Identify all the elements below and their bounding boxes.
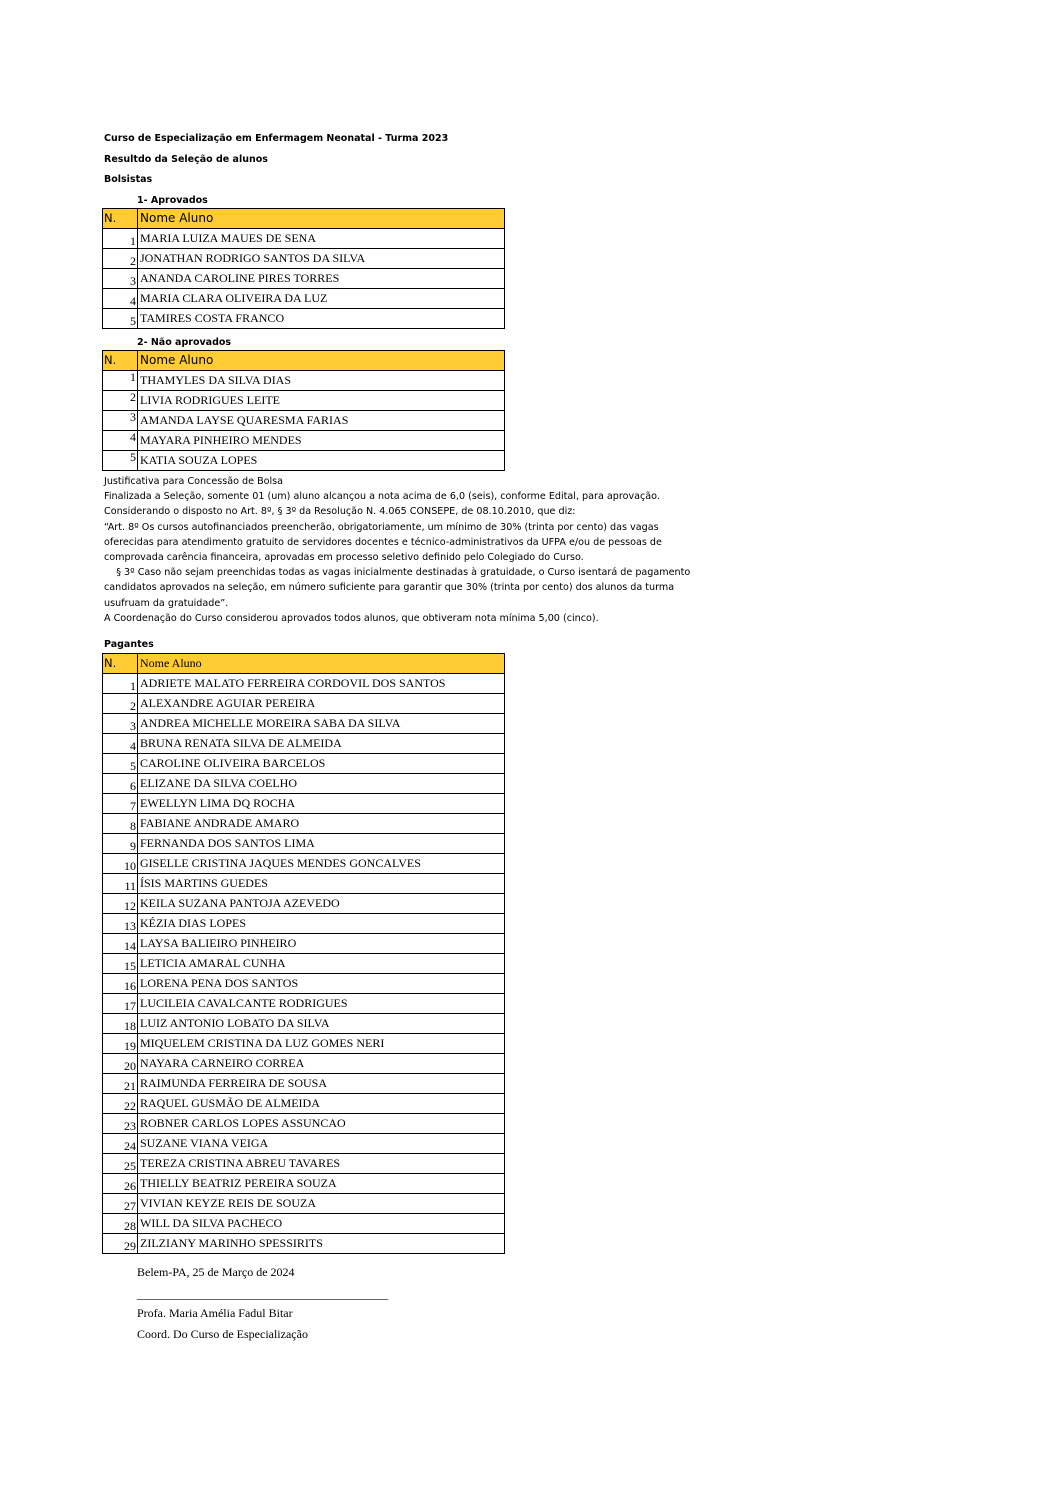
document-subtitle: Resultdo da Seleção de alunos [104, 154, 268, 165]
table-row [103, 269, 505, 289]
table-header-row [103, 654, 505, 674]
student-name: TEREZA CRISTINA ABREU TAVARES [138, 1154, 505, 1174]
justificativa-line: comprovada carência financeira, aprovadas em processo seletivo definido pelo Colegiado do Curso. [104, 552, 584, 564]
row-number [103, 974, 138, 994]
table-row [103, 1054, 505, 1074]
row-number [103, 1194, 138, 1214]
student-name: LUCILEIA CAVALCANTE RODRIGUES [138, 994, 505, 1014]
table-row [103, 249, 505, 269]
table-row [103, 874, 505, 894]
row-number-text: 3 [130, 410, 136, 424]
student-name: MAYARA PINHEIRO MENDES [138, 431, 505, 451]
row-number [103, 934, 138, 954]
row-number-text: 15 [124, 959, 136, 973]
student-name: LAYSA BALIEIRO PINHEIRO [138, 934, 505, 954]
row-number [103, 694, 138, 714]
table-row [103, 1194, 505, 1214]
student-name: CAROLINE OLIVEIRA BARCELOS [138, 754, 505, 774]
row-number-text: 3 [130, 274, 136, 288]
row-number-text: 27 [124, 1199, 136, 1213]
row-number [103, 269, 138, 289]
row-number [103, 754, 138, 774]
row-number [103, 674, 138, 694]
row-number [103, 1094, 138, 1114]
table-row [103, 754, 505, 774]
table-row [103, 894, 505, 914]
row-number [103, 794, 138, 814]
row-number [103, 229, 138, 249]
student-name: ROBNER CARLOS LOPES ASSUNCAO [138, 1114, 505, 1134]
table-pagantes [102, 653, 505, 1254]
row-number-text: 20 [124, 1059, 136, 1073]
student-name: THAMYLES DA SILVA DIAS [138, 371, 505, 391]
student-name: FABIANE ANDRADE AMARO [138, 814, 505, 834]
justificativa-line: Justificativa para Concessão de Bolsa [104, 476, 284, 487]
row-number [103, 1154, 138, 1174]
row-number [103, 391, 138, 411]
row-number-text: 16 [124, 979, 136, 993]
row-number [103, 1074, 138, 1094]
row-number-text: 5 [130, 450, 136, 464]
place-date: Belem-PA, 25 de Março de 2024 [137, 1265, 295, 1279]
row-number-text: 28 [124, 1219, 136, 1233]
table-header-row [103, 209, 505, 229]
signatory-role: Coord. Do Curso de Especialização [137, 1327, 308, 1341]
row-number-text: 24 [124, 1139, 136, 1153]
section-nao-aprovados-label: 2- Não aprovados [137, 337, 232, 348]
row-number [103, 1054, 138, 1074]
column-header-n: N. [103, 654, 138, 674]
row-number-text: 18 [124, 1019, 136, 1033]
row-number-text: 2 [130, 699, 136, 713]
row-number-text: 1 [130, 679, 136, 693]
student-name: BRUNA RENATA SILVA DE ALMEIDA [138, 734, 505, 754]
table-row [103, 794, 505, 814]
row-number-text: 3 [130, 719, 136, 733]
student-name: WILL DA SILVA PACHECO [138, 1214, 505, 1234]
table-row [103, 854, 505, 874]
student-name: ADRIETE MALATO FERREIRA CORDOVIL DOS SANTOS [138, 674, 505, 694]
student-name: TAMIRES COSTA FRANCO [138, 309, 505, 329]
student-name: ANDREA MICHELLE MOREIRA SABA DA SILVA [138, 714, 505, 734]
table-row [103, 814, 505, 834]
table-row [103, 954, 505, 974]
student-name: NAYARA CARNEIRO CORREA [138, 1054, 505, 1074]
table-row [103, 1174, 505, 1194]
row-number-text: 19 [124, 1039, 136, 1053]
table-row [103, 694, 505, 714]
row-number [103, 1114, 138, 1134]
justificativa-line: oferecidas para atendimento gratuito de servidores docentes e técnico-administrativos da UFPA e/ou de pessoas de [104, 536, 662, 548]
student-name: AMANDA LAYSE QUARESMA FARIAS [138, 411, 505, 431]
row-number-text: 12 [124, 899, 136, 913]
row-number-text: 5 [130, 759, 136, 773]
row-number-text: 1 [130, 370, 136, 384]
column-header-n: N. [103, 209, 138, 229]
table-row [103, 934, 505, 954]
justificativa-line: § 3º Caso não sejam preenchidas todas as vagas inicialmente destinadas à gratuidade, o Curso isentará de pagamento [104, 567, 691, 579]
table-row [103, 714, 505, 734]
student-name: RAIMUNDA FERREIRA DE SOUSA [138, 1074, 505, 1094]
row-number [103, 411, 138, 431]
table-row [103, 289, 505, 309]
row-number [103, 309, 138, 329]
table-row [103, 1154, 505, 1174]
row-number-text: 17 [124, 999, 136, 1013]
student-name: JONATHAN RODRIGO SANTOS DA SILVA [138, 249, 505, 269]
table-row [103, 1214, 505, 1234]
student-name: GISELLE CRISTINA JAQUES MENDES GONCALVES [138, 854, 505, 874]
row-number-text: 4 [130, 294, 136, 308]
row-number [103, 431, 138, 451]
student-name: ZILZIANY MARINHO SPESSIRITS [138, 1234, 505, 1254]
row-number-text: 29 [124, 1239, 136, 1253]
row-number [103, 371, 138, 391]
table-row [103, 774, 505, 794]
row-number-text: 1 [130, 234, 136, 248]
document-title: Curso de Especialização em Enfermagem Neonatal - Turma 2023 [104, 133, 449, 144]
table-row [103, 391, 505, 411]
student-name: SUZANE VIANA VEIGA [138, 1134, 505, 1154]
row-number [103, 914, 138, 934]
row-number-text: 26 [124, 1179, 136, 1193]
student-name: LIVIA RODRIGUES LEITE [138, 391, 505, 411]
table-row [103, 229, 505, 249]
row-number-text: 9 [130, 839, 136, 853]
column-header-n: N. [103, 351, 138, 371]
table-row [103, 734, 505, 754]
student-name: LUIZ ANTONIO LOBATO DA SILVA [138, 1014, 505, 1034]
student-name: RAQUEL GUSMÃO DE ALMEIDA [138, 1094, 505, 1114]
row-number-text: 2 [130, 254, 136, 268]
student-name: ÍSIS MARTINS GUEDES [138, 874, 505, 894]
signature-line: ____________________________________________ [137, 1287, 388, 1301]
table-row [103, 1034, 505, 1054]
row-number-text: 22 [124, 1099, 136, 1113]
row-number [103, 1134, 138, 1154]
table-row [103, 1014, 505, 1034]
column-header-nome: Nome Aluno [138, 351, 505, 371]
row-number-text: 4 [130, 739, 136, 753]
table-aprovados [102, 208, 505, 329]
row-number [103, 714, 138, 734]
student-name: ALEXANDRE AGUIAR PEREIRA [138, 694, 505, 714]
table-row [103, 994, 505, 1014]
table-row [103, 1074, 505, 1094]
table-row [103, 974, 505, 994]
row-number [103, 874, 138, 894]
row-number-text: 13 [124, 919, 136, 933]
student-name: FERNANDA DOS SANTOS LIMA [138, 834, 505, 854]
row-number-text: 5 [130, 314, 136, 328]
row-number-text: 25 [124, 1159, 136, 1173]
row-number [103, 834, 138, 854]
row-number-text: 2 [130, 390, 136, 404]
column-header-nome: Nome Aluno [138, 209, 505, 229]
student-name: EWELLYN LIMA DQ ROCHA [138, 794, 505, 814]
table-row [103, 451, 505, 471]
row-number [103, 1234, 138, 1254]
table-row [103, 914, 505, 934]
justificativa-line: candidatos aprovados na seleção, em número suficiente para garantir que 30% (trinta por cento) dos alunos da turma [104, 582, 675, 594]
section-pagantes-label: Pagantes [104, 639, 154, 650]
table-row [103, 1114, 505, 1134]
table-row [103, 431, 505, 451]
table-row [103, 674, 505, 694]
row-number-text: 11 [124, 879, 136, 893]
category-label: Bolsistas [104, 174, 153, 185]
student-name: MARIA LUIZA MAUES DE SENA [138, 229, 505, 249]
table-nao-aprovados [102, 350, 505, 471]
row-number [103, 1214, 138, 1234]
table-row [103, 309, 505, 329]
row-number [103, 814, 138, 834]
row-number-text: 4 [130, 430, 136, 444]
row-number-text: 10 [124, 859, 136, 873]
signatory-name: Profa. Maria Amélia Fadul Bitar [137, 1306, 293, 1320]
student-name: MARIA CLARA OLIVEIRA DA LUZ [138, 289, 505, 309]
row-number [103, 451, 138, 471]
row-number [103, 854, 138, 874]
row-number [103, 954, 138, 974]
justificativa-line: usufruam da gratuidade”. [104, 597, 229, 609]
row-number-text: 21 [124, 1079, 136, 1093]
table-row [103, 834, 505, 854]
table-row [103, 371, 505, 391]
student-name: LETICIA AMARAL CUNHA [138, 954, 505, 974]
student-name: VIVIAN KEYZE REIS DE SOUZA [138, 1194, 505, 1214]
section-aprovados-label: 1- Aprovados [137, 195, 208, 206]
row-number [103, 994, 138, 1014]
row-number [103, 289, 138, 309]
student-name: THIELLY BEATRIZ PEREIRA SOUZA [138, 1174, 505, 1194]
row-number [103, 734, 138, 754]
table-row [103, 1134, 505, 1154]
row-number [103, 249, 138, 269]
student-name: MIQUELEM CRISTINA DA LUZ GOMES NERI [138, 1034, 505, 1054]
row-number [103, 774, 138, 794]
row-number [103, 1174, 138, 1194]
justificativa-line: “Art. 8º Os cursos autofinanciados preencherão, obrigatoriamente, um mínimo de 30% (trinta por cento) das vagas [104, 521, 659, 533]
student-name: KÉZIA DIAS LOPES [138, 914, 505, 934]
table-row [103, 411, 505, 431]
student-name: KATIA SOUZA LOPES [138, 451, 505, 471]
row-number [103, 894, 138, 914]
student-name: ELIZANE DA SILVA COELHO [138, 774, 505, 794]
row-number-text: 8 [130, 819, 136, 833]
student-name: ANANDA CAROLINE PIRES TORRES [138, 269, 505, 289]
table-row [103, 1234, 505, 1254]
row-number [103, 1034, 138, 1054]
table-row [103, 1094, 505, 1114]
row-number [103, 1014, 138, 1034]
column-header-nome: Nome Aluno [138, 654, 505, 674]
row-number-text: 23 [124, 1119, 136, 1133]
justificativa-line: Considerando o disposto no Art. 8º, § 3º da Resolução N. 4.065 CONSEPE, de 08.10.2010, que diz: [104, 506, 576, 518]
table-header-row [103, 351, 505, 371]
row-number-text: 14 [124, 939, 136, 953]
student-name: KEILA SUZANA PANTOJA AZEVEDO [138, 894, 505, 914]
justificativa-line: A Coordenação do Curso considerou aprovados todos alunos, que obtiveram nota mínima 5,00 (cinco). [104, 612, 599, 624]
row-number-text: 7 [130, 799, 136, 813]
row-number-text: 6 [130, 779, 136, 793]
justificativa-text [104, 474, 704, 626]
justificativa-line: Finalizada a Seleção, somente 01 (um) aluno alcançou a nota acima de 6,0 (seis), conforme Edital, para aprovação. [104, 491, 660, 503]
student-name: LORENA PENA DOS SANTOS [138, 974, 505, 994]
